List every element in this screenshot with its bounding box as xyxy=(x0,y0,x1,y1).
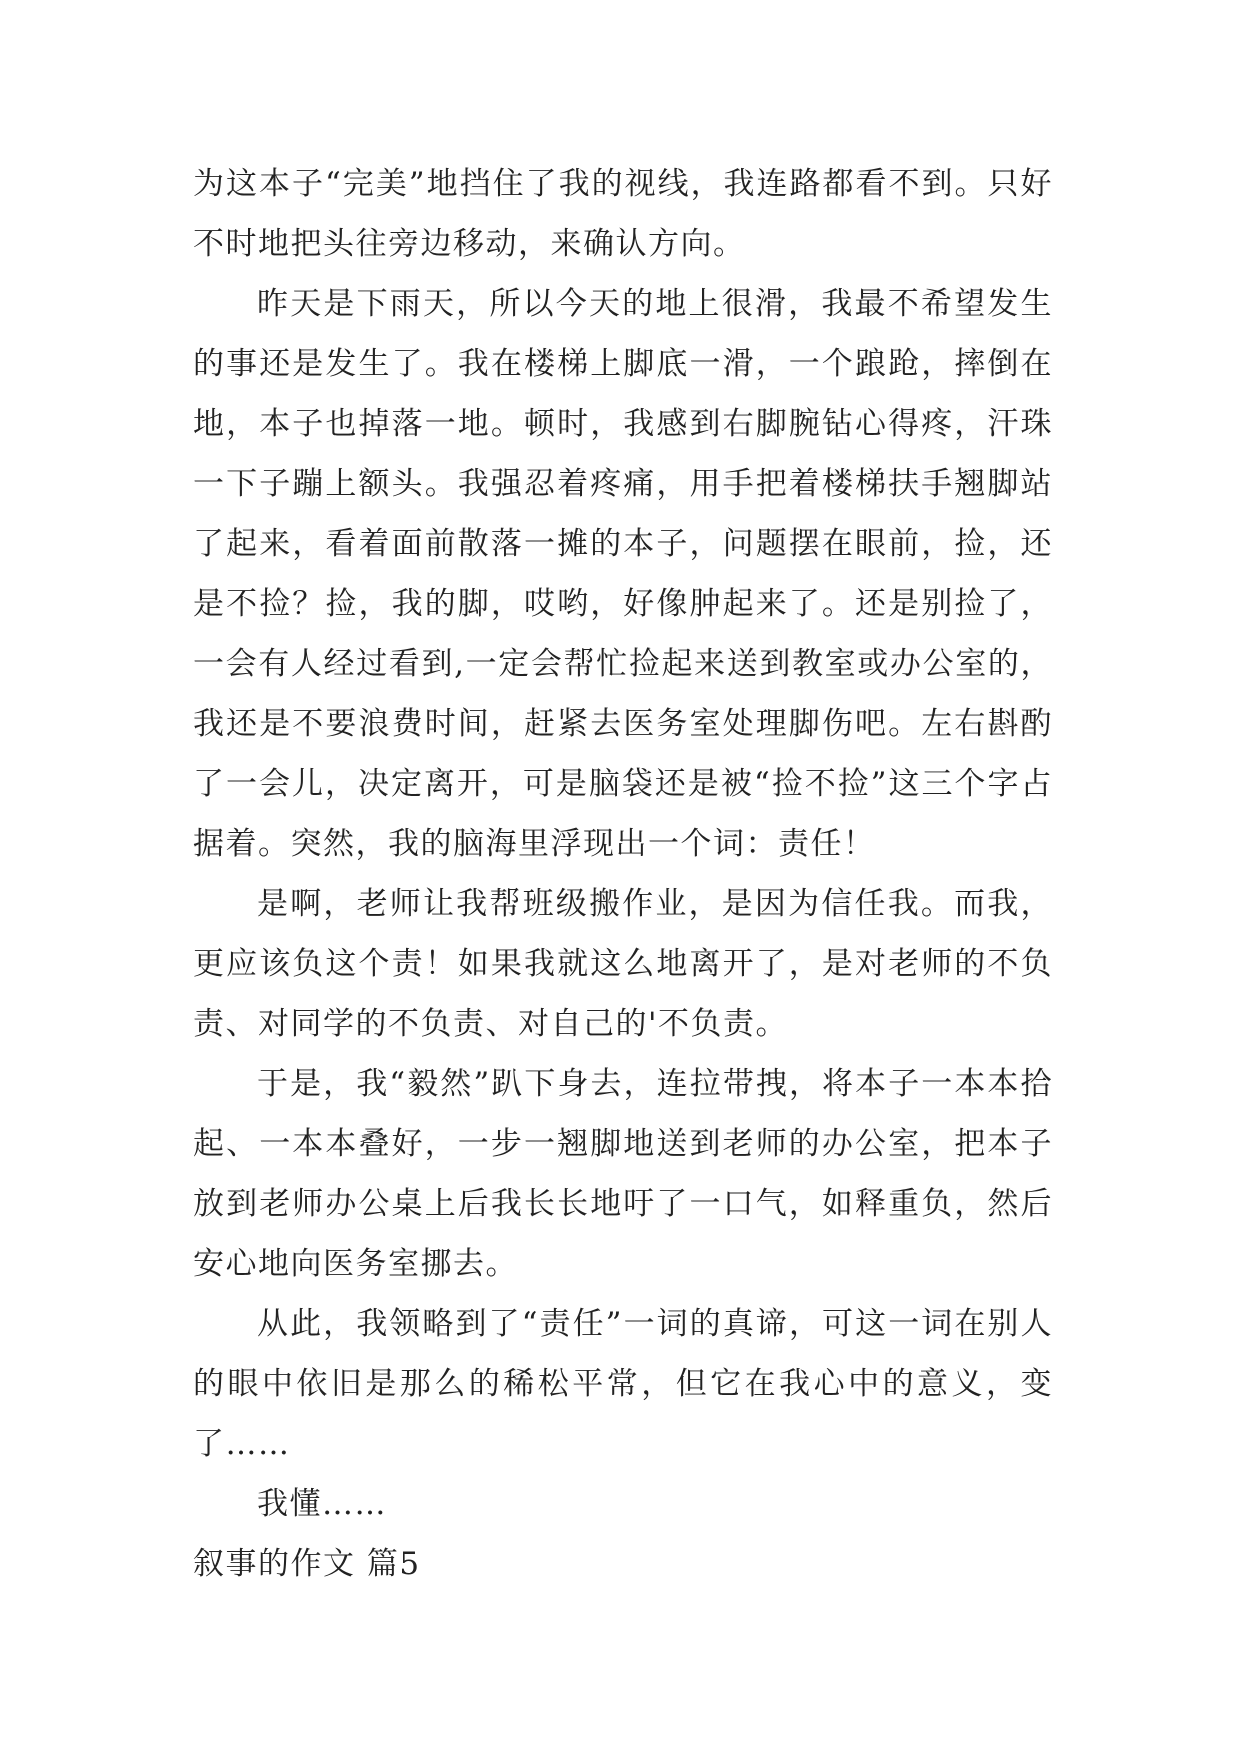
paragraph-3: 是啊，老师让我帮班级搬作业，是因为信任我。而我，更应该负这个责！如果我就这么地离开了，是对老师的不负责、对同学的不负责、对自己的'不负责。 xyxy=(193,886,1053,1042)
document-page xyxy=(193,154,1053,1594)
paragraph-1: 为这本子“完美”地挡住了我的视线，我连路都看不到。只好不时地把头往旁边移动，来确认方向。 xyxy=(193,166,1053,262)
paragraph-2: 昨天是下雨天，所以今天的地上很滑，我最不希望发生的事还是发生了。我在楼梯上脚底一滑，一个踉跄，摔倒在地，本子也掉落一地。顿时，我感到右脚腕钻心得疼，汗珠一下子蹦上额头。我强忍着疼痛，用手把着楼梯扶手翘脚站了起来，看着面前散落一摊的本子，问题摆在眼前，捡，还是不捡？捡，我的脚，哎哟，好像肿起来了。还是别捡了，一会有人经过看到,一定会帮忙捡起来送到教室或办公室的，我还是不要浪费时间，赶紧去医务室处理脚伤吧。左右斟酌了一会儿，决定离开，可是脑袋还是被“捡不捡”这三个字占据着。突然，我的脑海里浮现出一个词：责任！ xyxy=(193,286,1053,862)
paragraph-6: 我懂…… xyxy=(257,1486,387,1522)
paragraph-5: 从此，我领略到了“责任”一词的真谛，可这一词在别人的眼中依旧是那么的稀松平常，但它在我心中的意义，变了…… xyxy=(193,1306,1053,1462)
paragraph-4: 于是，我“毅然”趴下身去，连拉带拽，将本子一本本拾起、一本本叠好，一步一翘脚地送到老师的办公室，把本子放到老师办公桌上后我长长地吁了一口气，如释重负，然后安心地向医务室挪去。 xyxy=(193,1066,1053,1282)
section-title: 叙事的作文 篇5 xyxy=(193,1546,421,1582)
